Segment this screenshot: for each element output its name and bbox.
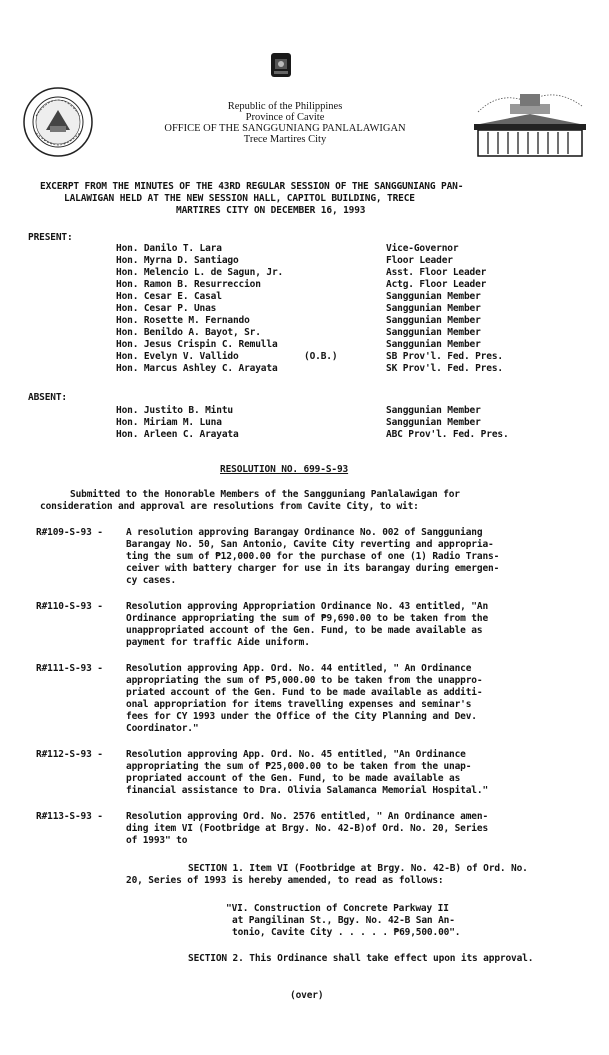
- member-title: ABC Prov'l. Fed. Pres.: [386, 429, 509, 440]
- member-name: Hon. Melencio L. de Sagun, Jr.: [116, 267, 284, 278]
- resolution-code: R#113-S-93 -: [36, 811, 103, 822]
- member-name: Hon. Jesus Crispin C. Remulla: [116, 339, 278, 350]
- resolution-line: Resolution approving Ord. No. 2576 entitled, " An Ordinance amen-: [126, 811, 489, 822]
- resolution-line: fees for CY 1993 under the Office of the City Planning and Dev.: [126, 711, 477, 722]
- resolution-line: of 1993" to: [126, 835, 188, 846]
- capitol-building-icon: [470, 84, 590, 164]
- resolution-line: ceiver with battery charger for use in its barangay during emergen-: [126, 563, 500, 574]
- member-title: Sanggunian Member: [386, 327, 481, 338]
- member-name: Hon. Rosette M. Fernando: [116, 315, 250, 326]
- member-title: Sanggunian Member: [386, 291, 481, 302]
- resolution-line: financial assistance to Dra. Olivia Salamanca Memorial Hospital.": [126, 785, 489, 796]
- resolution-line: Coordinator.": [126, 723, 199, 734]
- resolution-line: Resolution approving App. Ord. No. 45 entitled, "An Ordinance: [126, 749, 466, 760]
- resolution-line: onal appropriation for items travelling expenses and seminar's: [126, 699, 472, 710]
- section1-line: SECTION 1. Item VI (Footbridge at Brgy. No. 42-B) of Ord. No.: [188, 863, 528, 874]
- quote-line: tonio, Cavite City . . . . . ₱69,500.00".: [232, 927, 461, 938]
- member-note: (O.B.): [304, 351, 338, 362]
- resolution-line: cy cases.: [126, 575, 177, 586]
- member-title: SB Prov'l. Fed. Pres.: [386, 351, 503, 362]
- resolution-line: propriated account of the Gen. Fund, to be made available as: [126, 773, 461, 784]
- member-title: Asst. Floor Leader: [386, 267, 487, 278]
- resolution-line: Ordinance appropriating the sum of ₱9,690.00 to be taken from the: [126, 613, 489, 624]
- resolution-line: Barangay No. 50, San Antonio, Cavite City reverting and appropria-: [126, 539, 494, 550]
- resolution-line: appropriating the sum of ₱5,000.00 to be taken from the unappro-: [126, 675, 483, 686]
- resolution-code: R#111-S-93 -: [36, 663, 103, 674]
- member-title: Vice-Governor: [386, 243, 459, 254]
- header-province: Province of Cavite: [245, 112, 325, 123]
- resolution-code: R#110-S-93 -: [36, 601, 103, 612]
- header-city: Trece Martires City: [243, 134, 327, 145]
- quote-line: at Pangilinan St., Bgy. No. 42-B San An-: [232, 915, 455, 926]
- resolution-line: Resolution approving Appropriation Ordinance No. 43 entitled, "An: [126, 601, 489, 612]
- section2-line: SECTION 2. This Ordinance shall take effect upon its approval.: [188, 953, 534, 964]
- resolution-line: appropriating the sum of ₱25,000.00 to be taken from the unap-: [126, 761, 472, 772]
- member-name: Hon. Benildo A. Bayot, Sr.: [116, 327, 261, 338]
- member-title: Floor Leader: [386, 255, 453, 266]
- resolution-title: RESOLUTION NO. 699-S-93: [220, 464, 349, 475]
- resolution-line: Resolution approving App. Ord. No. 44 entitled, " An Ordinance: [126, 663, 472, 674]
- member-name: Hon. Justito B. Mintu: [116, 405, 233, 416]
- member-title: Sanggunian Member: [386, 417, 481, 428]
- header-republic: Republic of the Philippines: [227, 101, 343, 112]
- member-title: Sanggunian Member: [386, 303, 481, 314]
- member-name: Hon. Danilo T. Lara: [116, 243, 222, 254]
- member-title: Actg. Floor Leader: [386, 279, 487, 290]
- member-name: Hon. Ramon B. Resurreccion: [116, 279, 261, 290]
- member-name: Hon. Miriam M. Luna: [116, 417, 222, 428]
- absent-label: ABSENT:: [28, 392, 67, 403]
- resolution-line: unappropriated account of the Gen. Fund, to be made available as: [126, 625, 483, 636]
- member-name: Hon. Cesar P. Unas: [116, 303, 217, 314]
- member-title: SK Prov'l. Fed. Pres.: [386, 363, 503, 374]
- member-title: Sanggunian Member: [386, 339, 481, 350]
- section1-line: 20, Series of 1993 is hereby amended, to read as follows:: [126, 875, 444, 886]
- resolution-code: R#109-S-93 -: [36, 527, 103, 538]
- member-title: Sanggunian Member: [386, 405, 481, 416]
- member-title: Sanggunian Member: [386, 315, 481, 326]
- resolution-line: priated account of the Gen. Fund to be made available as additi-: [126, 687, 483, 698]
- intro-line: Submitted to the Honorable Members of the Sangguniang Panlalawigan for: [70, 489, 460, 500]
- resolution-line: ding item VI (Footbridge at Brgy. No. 42-B)of Ord. No. 20, Series: [126, 823, 489, 834]
- member-name: Hon. Myrna D. Santiago: [116, 255, 239, 266]
- quote-line: "VI. Construction of Concrete Parkway II: [226, 903, 449, 914]
- member-name: Hon. Cesar E. Casal: [116, 291, 222, 302]
- page-turn-note: (over): [290, 990, 324, 1001]
- resolution-line: payment for traffic Aide uniform.: [126, 637, 310, 648]
- present-label: PRESENT:: [28, 232, 73, 243]
- resolution-code: R#112-S-93 -: [36, 749, 103, 760]
- emblem-icon: [270, 52, 292, 78]
- provincial-seal-icon: [22, 86, 94, 158]
- excerpt-line: LALAWIGAN HELD AT THE NEW SESSION HALL, CAPITOL BUILDING, TRECE: [64, 193, 415, 204]
- intro-line: consideration and approval are resolutions from Cavite City, to wit:: [40, 501, 419, 512]
- member-name: Hon. Marcus Ashley C. Arayata: [116, 363, 278, 374]
- excerpt-line: EXCERPT FROM THE MINUTES OF THE 43RD REGULAR SESSION OF THE SANGGUNIANG PAN-: [40, 181, 464, 192]
- member-name: Hon. Arleen C. Arayata: [116, 429, 239, 440]
- excerpt-line: MARTIRES CITY ON DECEMBER 16, 1993: [176, 205, 366, 216]
- header-office: OFFICE OF THE SANGGUNIANG PANLALAWIGAN: [164, 123, 406, 134]
- member-name: Hon. Evelyn V. Vallido: [116, 351, 239, 362]
- resolution-line: A resolution approving Barangay Ordinance No. 002 of Sangguniang: [126, 527, 483, 538]
- resolution-line: ting the sum of ₱12,000.00 for the purchase of one (1) Radio Trans-: [126, 551, 500, 562]
